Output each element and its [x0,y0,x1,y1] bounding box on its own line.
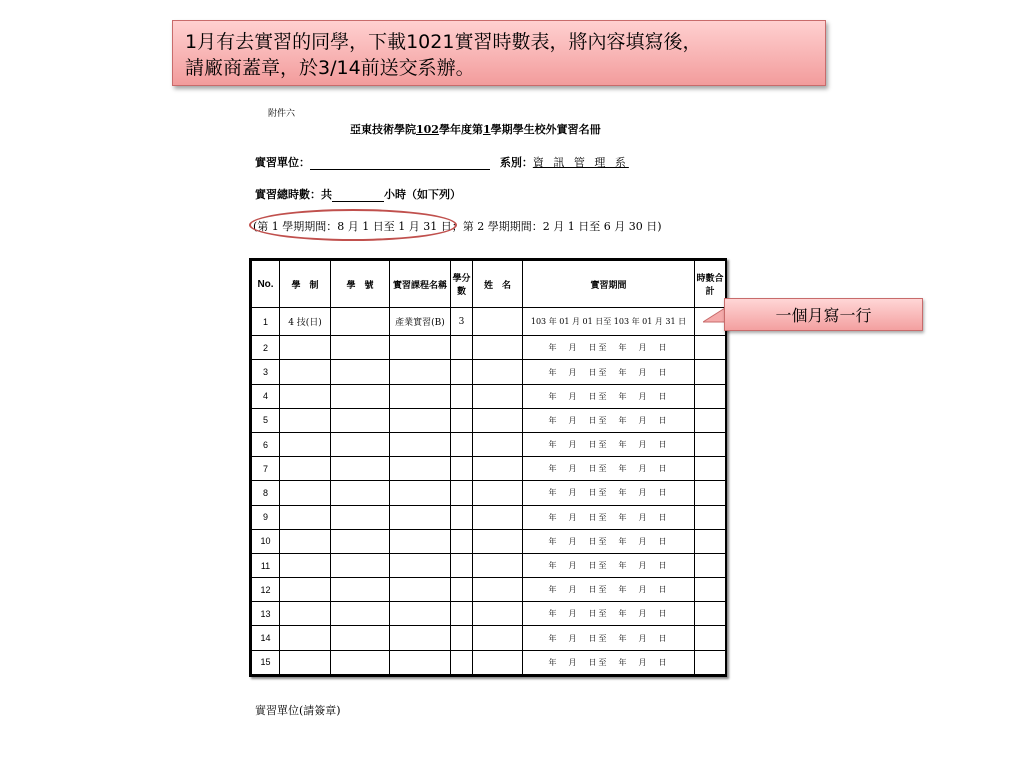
cell-hours[interactable] [695,650,726,674]
header-name: 姓 名 [473,261,523,308]
cell-name[interactable] [473,626,523,650]
cell-student-id[interactable] [331,308,390,336]
cell-system[interactable] [280,626,331,650]
title-term: 1 [482,123,491,136]
header-hours: 時數合計 [695,261,726,308]
cell-hours[interactable] [695,529,726,553]
cell-name[interactable] [473,360,523,384]
cell-credits[interactable] [451,432,473,456]
table-row [252,384,726,408]
cell-system[interactable] [280,505,331,529]
header-no: No. [252,261,280,308]
cell-no: 13 [252,602,280,626]
cell-period: 年 月 日至 年 月 日 [523,408,695,432]
cell-student-id[interactable] [331,626,390,650]
cell-no: 10 [252,529,280,553]
header-course: 實習課程名稱 [390,261,451,308]
cell-no: 14 [252,626,280,650]
hours-label: 實習總時數：共 [255,188,332,201]
cell-credits[interactable] [451,553,473,577]
cell-student-id[interactable] [331,553,390,577]
title-mid: 學年度第 [438,123,483,136]
cell-system[interactable] [280,529,331,553]
cell-system[interactable] [280,650,331,674]
cell-name[interactable] [473,432,523,456]
cell-no: 11 [252,553,280,577]
instruction-line-2: 請廠商蓋章，於3/14前送交系辦。 [185,57,475,79]
cell-system[interactable] [280,602,331,626]
cell-no: 2 [252,336,280,360]
cell-course[interactable] [390,626,451,650]
cell-system[interactable] [280,408,331,432]
table-row [252,457,726,481]
cell-course[interactable] [390,602,451,626]
cell-name[interactable] [473,602,523,626]
cell-credits[interactable] [451,384,473,408]
cell-credits[interactable] [451,360,473,384]
cell-period: 年 月 日至 年 月 日 [523,384,695,408]
cell-credits[interactable] [451,457,473,481]
table-row [252,578,726,602]
attachment-label: 附件六 [268,109,296,119]
cell-system[interactable] [280,553,331,577]
cell-credits[interactable] [451,529,473,553]
cell-student-id[interactable] [331,481,390,505]
cell-name[interactable] [473,308,523,336]
cell-name[interactable] [473,553,523,577]
cell-system[interactable] [280,360,331,384]
cell-course[interactable] [390,457,451,481]
cell-hours[interactable] [695,602,726,626]
header-system: 學 制 [280,261,331,308]
cell-course[interactable] [390,336,451,360]
table-row [252,432,726,456]
unit-label: 實習單位： [255,156,310,169]
cell-student-id[interactable] [331,602,390,626]
cell-student-id[interactable] [331,457,390,481]
cell-name[interactable] [473,505,523,529]
dept-value: 資 訊 管 理 系 [532,156,629,169]
cell-credits[interactable] [451,408,473,432]
cell-credits[interactable] [451,602,473,626]
cell-no: 8 [252,481,280,505]
cell-name[interactable] [473,481,523,505]
cell-hours[interactable] [695,626,726,650]
cell-student-id[interactable] [331,650,390,674]
table-row [252,602,726,626]
term-periods: (第 1 學期期間：8 月 1 日至 1 月 31 日；第 2 學期期間：2 月 1 日至 6 月 30 日) [253,220,662,233]
cell-period: 年 月 日至 年 月 日 [523,360,695,384]
table-row [252,408,726,432]
cell-student-id[interactable] [331,505,390,529]
cell-course[interactable] [390,505,451,529]
cell-no: 15 [252,650,280,674]
cell-name[interactable] [473,529,523,553]
table-row [252,626,726,650]
cell-course[interactable] [390,408,451,432]
cell-period: 年 月 日至 年 月 日 [523,481,695,505]
cell-system[interactable] [280,336,331,360]
cell-course[interactable] [390,360,451,384]
cell-period: 年 月 日至 年 月 日 [523,626,695,650]
cell-system[interactable] [280,481,331,505]
cell-student-id[interactable] [331,529,390,553]
cell-hours[interactable] [695,457,726,481]
cell-course[interactable] [390,553,451,577]
cell-student-id[interactable] [331,384,390,408]
header-period: 實習期間 [523,261,695,308]
cell-name[interactable] [473,408,523,432]
table-row [252,650,726,674]
sign-label: 實習單位(請簽章) [255,704,341,717]
cell-student-id[interactable] [331,336,390,360]
document-title [350,121,601,137]
cell-hours[interactable] [695,432,726,456]
cell-no: 6 [252,432,280,456]
table-row [252,308,726,336]
cell-name[interactable] [473,578,523,602]
cell-credits[interactable] [451,650,473,674]
table-row [252,336,726,360]
cell-period: 年 月 日至 年 月 日 [523,602,695,626]
cell-hours[interactable] [695,336,726,360]
cell-credits[interactable] [451,481,473,505]
table-row [252,553,726,577]
cell-hours[interactable] [695,553,726,577]
hours-row [255,186,461,202]
cell-name[interactable] [473,457,523,481]
cell-hours[interactable] [695,384,726,408]
cell-system[interactable] [280,457,331,481]
hours-blank[interactable] [332,201,384,202]
cell-hours[interactable] [695,505,726,529]
highlight-circle [249,209,457,241]
dept-label: 系別： [499,156,533,169]
cell-course[interactable] [390,481,451,505]
unit-blank[interactable] [310,169,490,170]
cell-course[interactable] [390,578,451,602]
table-row [252,360,726,384]
title-prefix: 亞東技術學院 [350,123,416,136]
cell-name[interactable] [473,336,523,360]
cell-system[interactable]: 4 技(日) [280,308,331,336]
callout-text: 一個月寫一行 [775,306,872,325]
cell-no: 5 [252,408,280,432]
cell-course[interactable] [390,650,451,674]
internship-table [249,258,727,677]
cell-course[interactable] [390,529,451,553]
cell-course[interactable] [390,432,451,456]
cell-course[interactable]: 產業實習(B) [390,308,451,336]
cell-system[interactable] [280,432,331,456]
cell-student-id[interactable] [331,578,390,602]
cell-credits[interactable] [451,336,473,360]
cell-no: 4 [252,384,280,408]
cell-period: 年 月 日至 年 月 日 [523,553,695,577]
cell-hours[interactable] [695,578,726,602]
cell-period: 年 月 日至 年 月 日 [523,432,695,456]
title-suffix: 學期學生校外實習名冊 [490,123,601,136]
cell-course[interactable] [390,384,451,408]
table-row [252,481,726,505]
title-year: 102 [416,123,439,136]
cell-hours[interactable] [695,481,726,505]
cell-system[interactable] [280,384,331,408]
cell-credits[interactable]: 3 [451,308,473,336]
cell-period: 年 月 日至 年 月 日 [523,457,695,481]
cell-hours[interactable] [695,408,726,432]
cell-name[interactable] [473,650,523,674]
cell-period: 103 年 01 月 01 日至 103 年 01 月 31 日 [523,308,695,336]
cell-student-id[interactable] [331,360,390,384]
callout-box [724,298,923,331]
cell-period: 年 月 日至 年 月 日 [523,505,695,529]
header-credits: 學分數 [451,261,473,308]
cell-student-id[interactable] [331,408,390,432]
table-row [252,529,726,553]
cell-name[interactable] [473,384,523,408]
cell-no: 7 [252,457,280,481]
cell-period: 年 月 日至 年 月 日 [523,578,695,602]
instruction-note [172,20,826,86]
header-student-id: 學 號 [331,261,390,308]
cell-credits[interactable] [451,505,473,529]
table-header-row [252,261,726,308]
hours-suffix: 小時（如下列） [384,188,461,201]
cell-hours[interactable] [695,360,726,384]
cell-no: 3 [252,360,280,384]
cell-period: 年 月 日至 年 月 日 [523,650,695,674]
cell-system[interactable] [280,578,331,602]
cell-credits[interactable] [451,578,473,602]
cell-credits[interactable] [451,626,473,650]
cell-no: 12 [252,578,280,602]
cell-no: 1 [252,308,280,336]
cell-period: 年 月 日至 年 月 日 [523,336,695,360]
cell-student-id[interactable] [331,432,390,456]
cell-no: 9 [252,505,280,529]
table-row [252,505,726,529]
instruction-line-1: 1月有去實習的同學，下載1021實習時數表，將內容填寫後， [185,31,702,53]
unit-dept-row [255,154,629,170]
cell-period: 年 月 日至 年 月 日 [523,529,695,553]
